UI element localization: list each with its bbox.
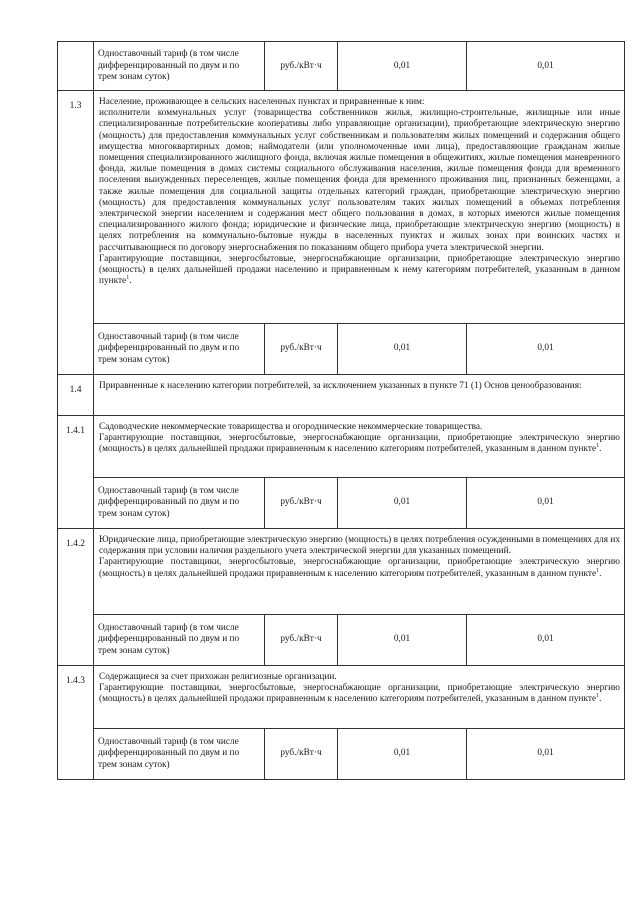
tariff-unit: руб./кВт·ч	[265, 42, 338, 91]
table-row-1-4	[57, 375, 625, 416]
tariff-unit: руб./кВт·ч	[265, 729, 338, 779]
tariff-name: Одноставочный тариф (в том числе дифференцированный по двум и по трем зонам суток)	[93, 478, 265, 528]
row-description	[94, 666, 624, 728]
paragraph: Гарантирующие поставщики, энергосбытовые, энергоснабжающие организации, приобретающие электрическую энергию (мощность) в целях дальнейшей продажи приравненным к населению категориям потребителей, указанным в данном пункте$^1$.	[99, 433, 620, 455]
row-number: 1.4.2	[58, 529, 94, 665]
tariff-name: Одноставочный тариф (в том числе дифференцированный по двум и по трем зонам суток)	[93, 42, 265, 91]
footnote-mark: 1	[126, 275, 130, 282]
tariff-value-2: 0,01	[537, 748, 554, 759]
paragraph: исполнители коммунальных услуг (товарищества собственников жилья, жилищно-строительные, жилищные или иные специализированные потребительские кооперативы либо управляющие организации), приобретающие электрическую энергию (мощность) для предоставления коммунальных услуг собственникам и пользователям жилых помещений и содержания общего имущества многоквартирных домов; наймодатели (или уполномоченные ими лица), предоставляющие гражданам жилые помещения специализированного жилищного фонда, включая жилые помещения в общежитиях, жилые помещения маневренного фонда, жилые помещения в домах системы социального обслуживания населения, жилые помещения фонда для временного поселения вынужденных переселенцев, жилые помещения фонда для временного проживания лиц, признанных беженцами, а также жилые помещения для социальной защиты отдельных категорий граждан, приобретающие электрическую энергию (мощность) для предоставления коммунальных услуг пользователям таких жилых помещений в объемах потребления электрической энергии населением и содержания мест общего пользования в домах, в которых имеются жилые помещения специализированного жилого фонда; юридические и физические лица, приобретающие электрическую энергию (мощность) в целях потребления на коммунально-бытовые нужды в населенных пунктах и жилых зонах при воинских частях и рассчитывающиеся по договору энергоснабжения по показаниям общего прибора учета электрической энергии.	[99, 108, 620, 253]
table-row-1-3	[57, 91, 625, 375]
paragraph: Приравненные к населению категории потребителей, за исключением указанных в пункте 71 (1) Основ ценообразования:	[99, 381, 582, 391]
footnote-mark: 1	[596, 693, 600, 700]
tariff-unit: руб./кВт·ч	[265, 478, 338, 528]
tariff-value-2: 0,01	[537, 497, 554, 508]
row-description	[94, 529, 624, 614]
tariff-value-2: 0,01	[537, 634, 554, 645]
paragraph: Гарантирующие поставщики, энергосбытовые, энергоснабжающие организации, приобретающие электрическую энергию (мощность) в целях дальнейшей продажи приравненным к населению категориям потребителей, указанным в данном пункте$^1$.	[99, 557, 620, 579]
row-number: 1.4.1	[58, 416, 94, 528]
row-content	[94, 42, 624, 90]
paragraph: Юридические лица, приобретающие электрическую энергию (мощность) в целях потребления осужденными в помещениях для их содержания при условии наличия раздельного учета электрической энергии для указанных помещений.	[99, 535, 620, 557]
tariff-table	[57, 41, 625, 780]
tariff-name: Одноставочный тариф (в том числе дифференцированный по двум и по трем зонам суток)	[93, 324, 265, 374]
tariff-unit: руб./кВт·ч	[265, 324, 338, 374]
footnote-mark: 1	[596, 443, 600, 450]
tariff-value-1: 0,01	[338, 729, 467, 779]
row-description	[94, 375, 624, 415]
paragraph: Население, проживающее в сельских населенных пунктах и приравненные к ним:	[99, 97, 425, 107]
row-description	[94, 416, 624, 477]
table-row-1-4-2	[57, 529, 625, 666]
row-number	[58, 42, 94, 90]
footnote-mark: 1	[596, 567, 600, 574]
tariff-name: Одноставочный тариф (в том числе дифференцированный по двум и по трем зонам суток)	[93, 615, 265, 665]
tariff-value-2: 0,01	[537, 60, 554, 71]
row-number: 1.4	[58, 375, 94, 415]
row-number: 1.4.3	[58, 666, 94, 779]
table-row-continuation	[57, 41, 625, 91]
row-number: 1.3	[58, 91, 94, 374]
paragraph: Содержащиеся за счет прихожан религиозные организации.	[99, 672, 337, 682]
tariff-value-1: 0,01	[338, 478, 467, 528]
tariff-value-2: 0,01	[537, 343, 554, 354]
paragraph: Гарантирующие поставщики, энергосбытовые, энергоснабжающие организации, приобретающие электрическую энергию (мощность) в целях дальнейшей продажи населению и приравненным к нему категориям потребителей, указанным в данном пункте$^1$.	[99, 253, 620, 287]
tariff-unit: руб./кВт·ч	[265, 615, 338, 665]
tariff-value-1: 0,01	[338, 615, 467, 665]
table-row-1-4-3	[57, 666, 625, 780]
paragraph: Гарантирующие поставщики, энергосбытовые, энергоснабжающие организации, приобретающие электрическую энергию (мощность) в целях дальнейшей продажи приравненным к населению категориям потребителей, указанным в данном пункте$^1$.	[99, 683, 620, 705]
table-row-1-4-1	[57, 416, 625, 529]
tariff-name: Одноставочный тариф (в том числе дифференцированный по двум и по трем зонам суток)	[93, 729, 265, 779]
tariff-value-1: 0,01	[338, 324, 467, 374]
paragraph: Садоводческие некоммерческие товарищества и огороднические некоммерческие товарищества.	[99, 422, 483, 432]
tariff-value-1: 0,01	[338, 42, 467, 91]
row-description	[94, 91, 624, 323]
